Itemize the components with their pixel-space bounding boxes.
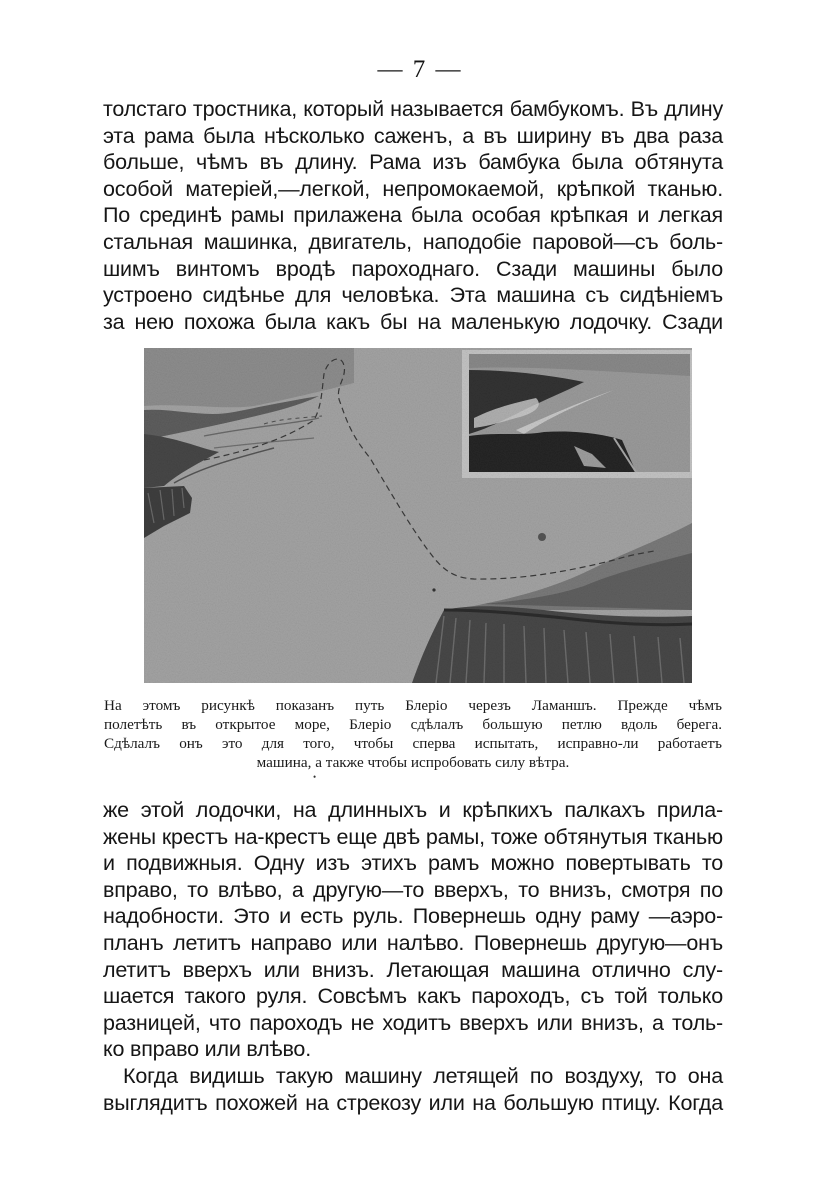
caption-line: машина, а также чтобы испробовать силу вѣтра. [256, 754, 570, 771]
text-line: вправо, то влѣво, а другую—то вверхъ, то внизъ, смотря по [103, 877, 723, 902]
text-line: надобности. Это и есть руль. Повернешь одну раму —аэро- [103, 904, 723, 929]
text-line: же этой лодочки, на длинныхъ и крѣпкихъ палкахъ прила- [103, 798, 723, 822]
channel-route-map-figure [144, 348, 692, 683]
text-line: планъ летитъ направо или налѣво. Повернешь другую—онъ [103, 930, 723, 955]
text-line: за нею похожа была какъ бы на маленькую лодочку. Сзади [103, 309, 723, 334]
text-block-top [103, 96, 723, 335]
page-number: — 7 — [377, 56, 463, 83]
text-line: разницей, что пароходъ не ходитъ вверхъ или внизъ, а толь- [103, 1010, 723, 1035]
caption-line: Сдѣлалъ онъ это для того, чтобы сперва испытать, исправно-ли работаетъ [104, 735, 722, 752]
text-block-bottom [103, 797, 723, 1116]
text-line: ко вправо или влѣво. [103, 1037, 311, 1062]
text-line: и подвижныя. Одну изъ этихъ рамъ можно повертывать то [103, 851, 723, 876]
figure-caption [104, 696, 722, 772]
caption-line: полетѣть въ открытое море, Блеріо сдѣлалъ большую петлю вдоль берега. [104, 716, 722, 733]
text-line: устроено сидѣнье для человѣка. Эта машина съ сидѣніемъ [103, 283, 723, 308]
text-line: больше, чѣмъ въ длину. Рама изъ бамбука была обтянута [103, 150, 723, 175]
text-line: Когда видишь такую машину летящей по воздуху, то она [123, 1063, 723, 1088]
text-line: выглядитъ похожей на стрекозу или на большую птицу. Когда [103, 1090, 723, 1115]
caption-line: На этомъ рисункѣ показанъ путь Блеріо черезъ Ламаншъ. Прежде чѣмъ [104, 697, 722, 714]
text-line: жены крестъ на-крестъ еще двѣ рамы, тоже обтянутыя тканью [103, 824, 723, 849]
inset-photo [469, 354, 690, 472]
text-line: стальная машинка, двигатель, наподобіе паровой—съ боль- [103, 229, 723, 254]
map-illustration [144, 348, 692, 683]
text-line: особой матеріей,—легкой, непромокаемой, крѣпкой тканью. [103, 176, 723, 201]
text-line: шимъ винтомъ вродѣ пароходнаго. Сзади машины было [103, 256, 723, 281]
text-line: По срединѣ рамы прилажена была особая крѣпкая и легкая [103, 203, 723, 228]
text-line: толстаго тростника, который называется бамбукомъ. Въ длину [103, 97, 723, 121]
text-line: эта рама была нѣсколько саженъ, а въ ширину въ два раза [103, 123, 723, 148]
print-speck: • [313, 772, 317, 782]
text-line: шается такого руля. Совсѣмъ какъ пароходъ, съ той только [103, 984, 723, 1009]
text-line: летитъ вверхъ или внизъ. Летающая машина отлично слу- [103, 957, 723, 982]
